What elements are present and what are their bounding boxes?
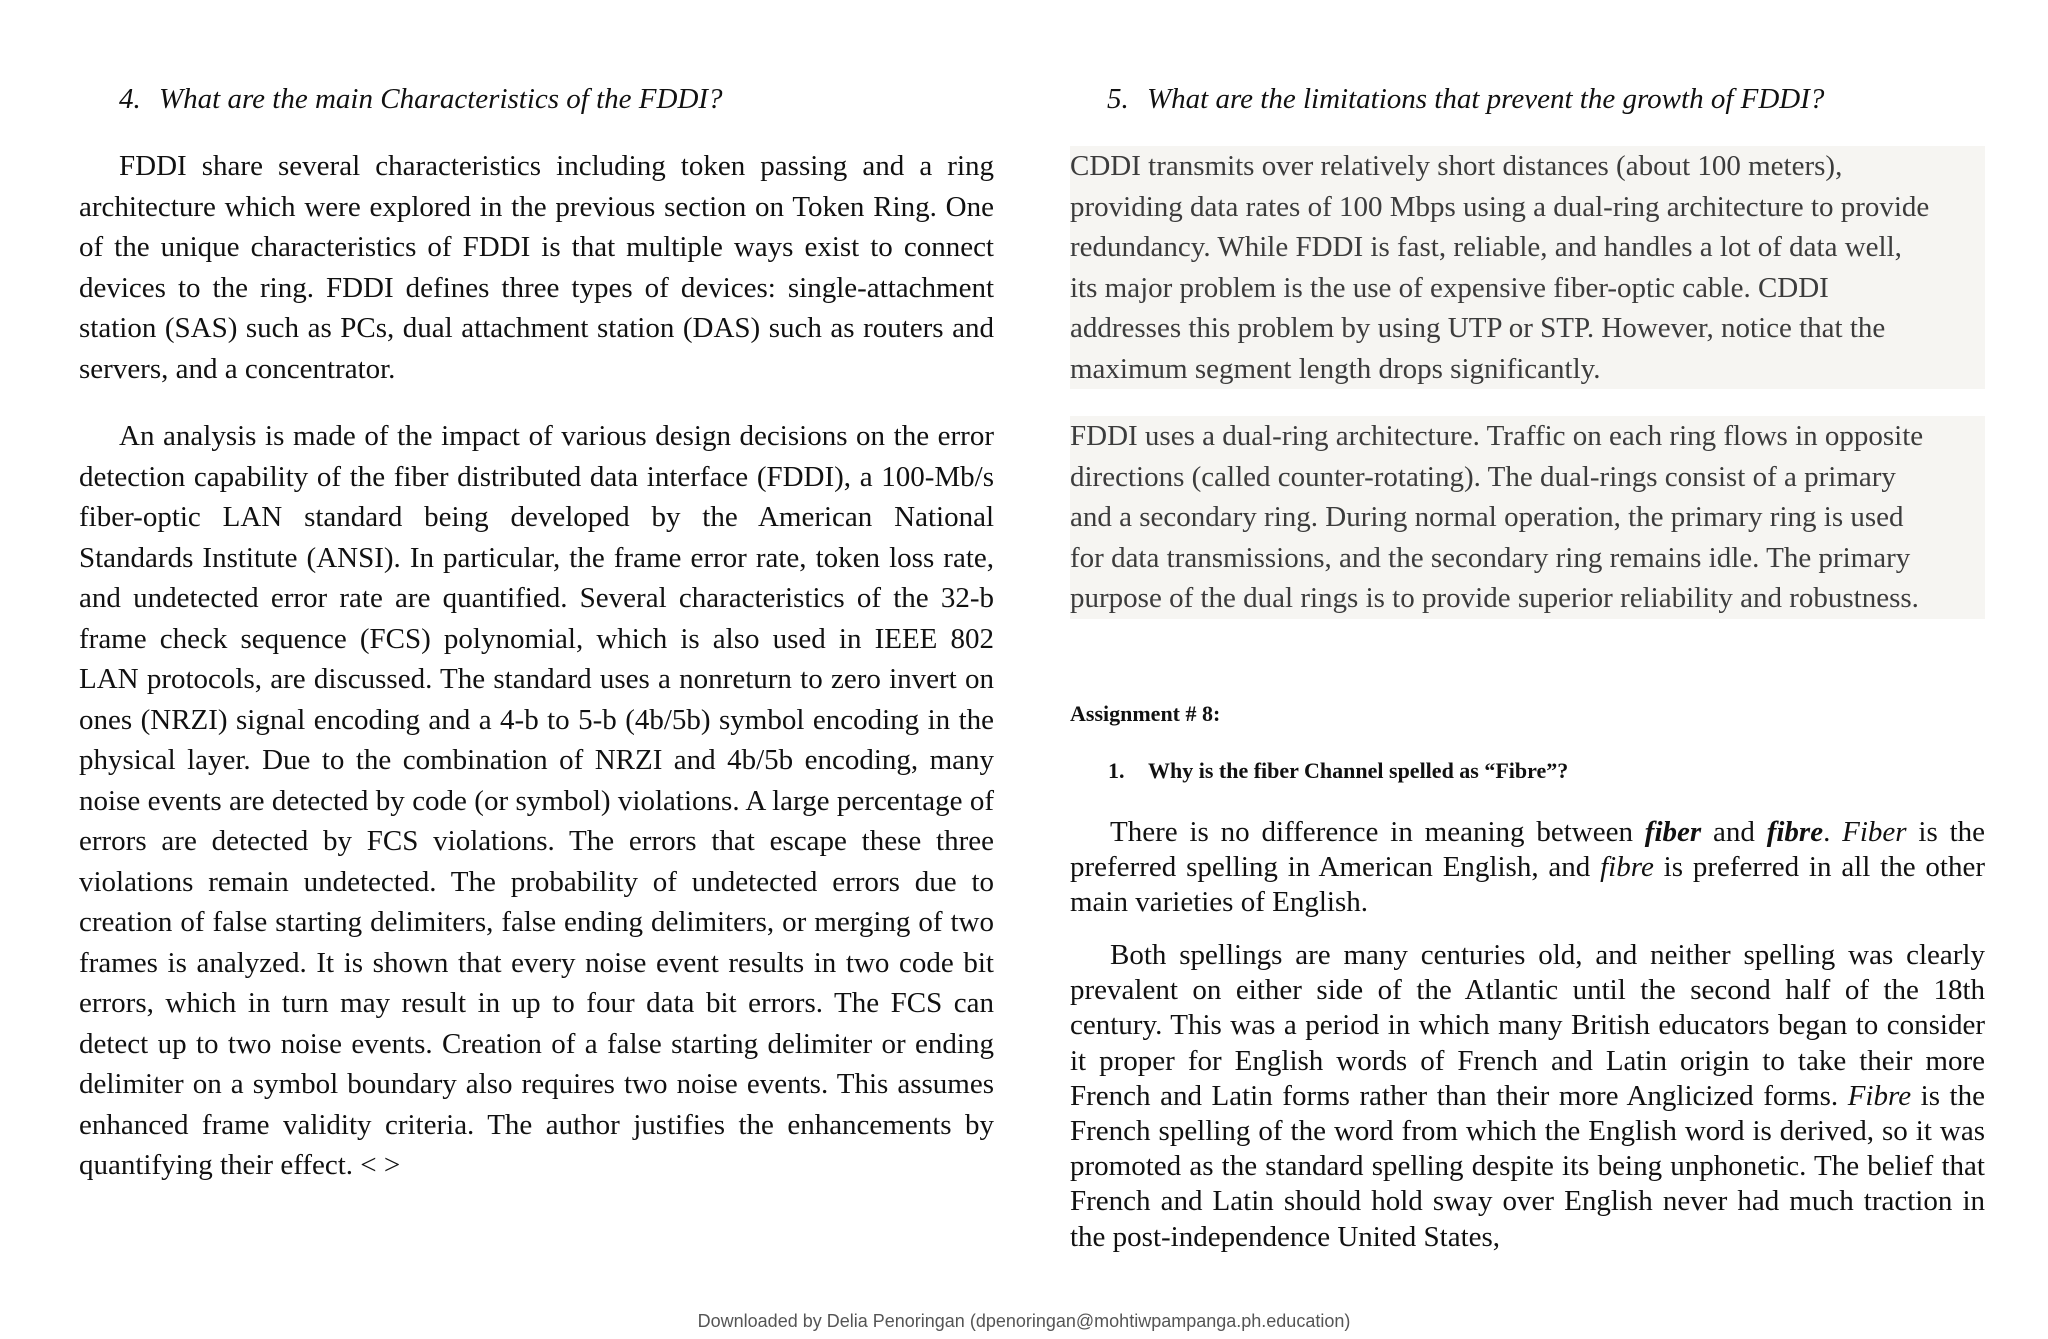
dual-ring-line-4: for data transmissions, and the secondary ring remains idle. The primary: [1070, 541, 1911, 574]
text-run: There is no difference in meaning between: [1110, 816, 1645, 848]
spelling-history-paragraph: [1070, 938, 1985, 1255]
italic-term-fibre: Fibre: [1847, 1079, 1912, 1112]
italic-term-fibre: fibre: [1600, 851, 1654, 884]
dual-ring-highlighted-paragraph: [1070, 416, 1985, 619]
dual-ring-line-3: and a secondary ring. During normal operation, the primary ring is used: [1070, 501, 1904, 533]
dual-ring-line-5: purpose of the dual rings is to provide superior reliability and robustness.: [1070, 582, 1919, 614]
question-4-number: 4.: [119, 83, 141, 115]
text-run: Both spellings are many centuries old, and neither spelling was clearly prevalent on either side of the Atlantic until the second half of the 18th century. This was a period in which many British educators began to consider it proper for English words of French and Latin origin to take their more French and Latin forms rather than their more Anglicized forms.: [1070, 939, 1985, 1112]
text-run: is the French spelling of the word from which the English word is derived, so it was promoted as the standard spelling despite its being unphonetic. The belief that French and Latin should hold sway over English never had much traction in the post-independence United States,: [1070, 1079, 1985, 1253]
assignment-heading: Assignment # 8:: [1070, 701, 1221, 726]
question-1-title: Why is the fiber Channel spelled as “Fibre”?: [1148, 758, 1569, 783]
question-5-number: 5.: [1107, 83, 1129, 115]
bold-term-fibre: fibre: [1766, 816, 1824, 848]
fddi-characteristics-paragraph: FDDI share several characteristics including token passing and a ring architecture which were explored in the previous section on Token Ring. One of the unique characteristics of FDDI is that multiple ways exist to connect devices to the ring. FDDI defines three types of devices: single-attachment station (SAS) such as PCs, dual attachment station (DAS) such as routers and servers, and a concentrator.: [79, 150, 994, 385]
cddi-line-1: CDDI transmits over relatively short distances (about 100 meters),: [1070, 150, 1843, 182]
question-4-heading: [119, 79, 723, 119]
text-run: .: [1823, 816, 1843, 848]
italic-term-fiber: Fiber: [1842, 816, 1907, 848]
question-5-title: What are the limitations that prevent the growth of FDDI?: [1147, 83, 1825, 115]
dual-ring-line-1: FDDI uses a dual-ring architecture. Traffic on each ring flows in opposite: [1070, 420, 1924, 452]
text-run: is preferred in all the other main varieties of English.: [1070, 851, 1985, 919]
cddi-line-6: maximum segment length drops significantly.: [1070, 352, 1601, 385]
cddi-line-5: addresses this problem by using UTP or STP. However, notice that the: [1070, 312, 1886, 344]
question-5-heading: [1107, 79, 1824, 119]
dual-ring-line-2: directions (called counter-rotating). The dual-rings consist of a primary: [1070, 460, 1896, 493]
text-run: is the preferred spelling in American English, and: [1070, 816, 1986, 884]
question-1-number: 1.: [1108, 758, 1125, 783]
cddi-line-3: redundancy. While FDDI is fast, reliable, and handles a lot of data well,: [1070, 231, 1902, 263]
fddi-error-analysis-paragraph: An analysis is made of the impact of various design decisions on the error detection capability of the fiber distributed data interface (FDDI), a 100-Mb/s fiber-optic LAN standard being developed by the American National Standards Institute (ANSI). In particular, the frame error rate, token loss rate, and undetected error rate are quantified. Several characteristics of the 32-b frame check sequence (FCS) polynomial, which is also used in IEEE 802 LAN protocols, are discussed. The standard uses a nonreturn to zero invert on ones (NRZI) signal encoding and a 4-b to 5-b (4b/5b) symbol encoding in the physical layer. Due to the combination of NRZI and 4b/5b encoding, many noise events are detected by code (or symbol) violations. A large percentage of errors are detected by FCS violations. The errors that escape these three violations remain undetected. The probability of undetected errors due to creation of false starting delimiters, false ending delimiters, or merging of two frames is analyzed. It is shown that every noise event results in two code bit errors, which in turn may result in up to four data bit errors. The FCS can detect up to two noise events. Creation of a false starting delimiter or ending delimiter on a symbol boundary also requires two noise events. This assumes enhanced frame validity criteria. The author justifies the enhancements by quantifying their effect. < >: [79, 420, 994, 1181]
question-1-heading: [1108, 756, 1568, 786]
fiber-fibre-paragraph: [1070, 815, 1985, 921]
cddi-line-2: providing data rates of 100 Mbps using a dual-ring architecture to provide: [1070, 190, 1930, 223]
text-run: and: [1701, 816, 1767, 848]
question-4-title: What are the main Characteristics of the FDDI?: [159, 83, 723, 115]
bold-term-fiber: fiber: [1644, 816, 1702, 848]
download-footer: Downloaded by Delia Penoringan (dpenoringan@mohtiwpampanga.ph.education): [697, 1311, 1351, 1331]
cddi-line-4: its major problem is the use of expensive fiber-optic cable. CDDI: [1070, 271, 1829, 304]
cddi-highlighted-paragraph: [1070, 146, 1985, 389]
